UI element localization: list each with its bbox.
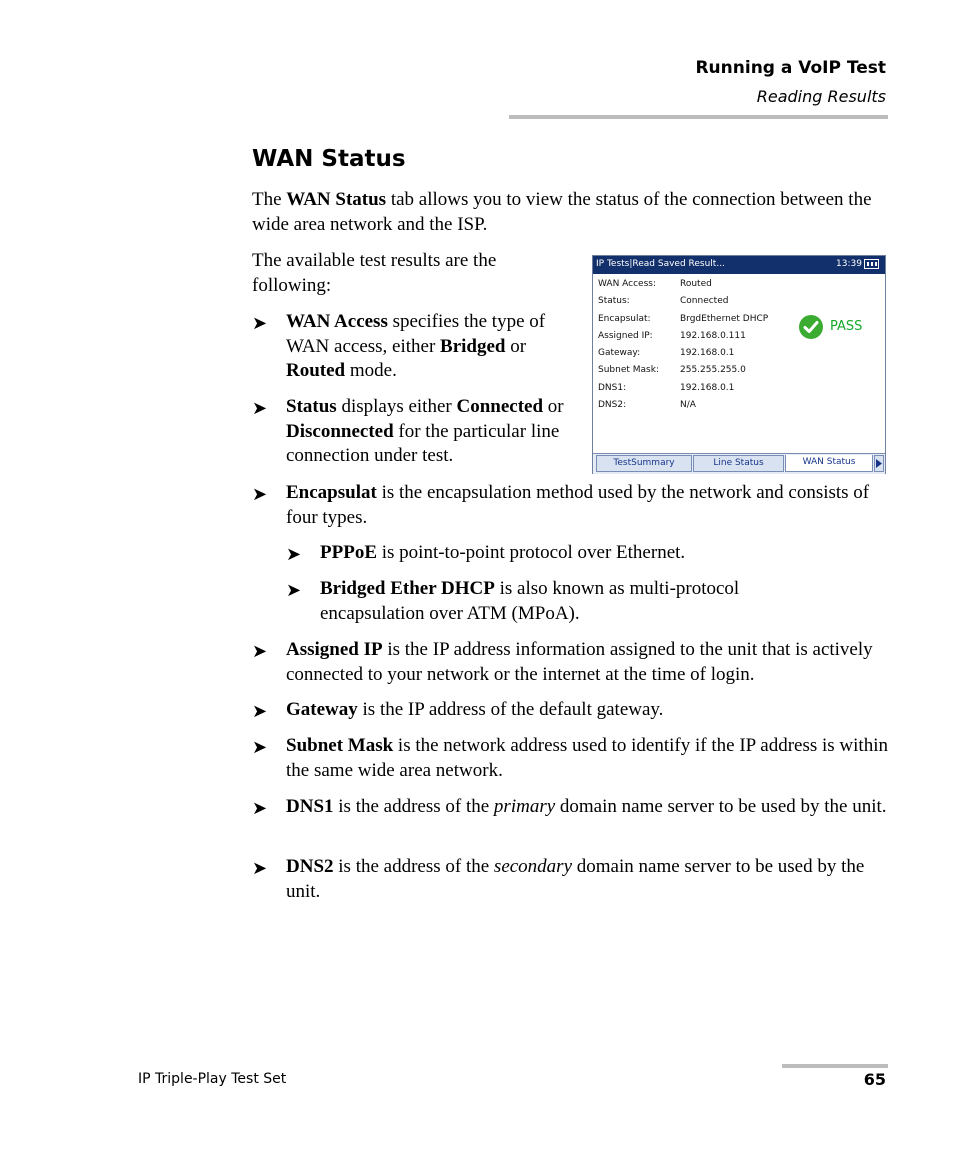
row-label: DNS1: bbox=[598, 383, 627, 393]
desc: is the encapsulation method used by the network and consists of four types. bbox=[286, 482, 870, 528]
desc: is the network address used to identify if the IP address is within the same wide area network. bbox=[286, 735, 888, 781]
intro-bold: WAN Status bbox=[286, 189, 387, 210]
header-rule bbox=[509, 115, 888, 119]
term: Subnet Mask bbox=[286, 735, 394, 756]
bullet-arrow-icon: ➤ bbox=[286, 544, 302, 565]
bullet-arrow-icon: ➤ bbox=[252, 858, 268, 879]
pass-label: PASS bbox=[830, 319, 863, 334]
row-value: 192.168.0.1 bbox=[680, 348, 735, 358]
device-title: IP Tests|Read Saved Result... bbox=[596, 259, 725, 269]
row-value: N/A bbox=[680, 400, 696, 410]
intro-paragraph bbox=[252, 188, 872, 237]
row-label: Status: bbox=[598, 296, 630, 306]
bullet-arrow-icon: ➤ bbox=[252, 737, 268, 758]
row-label: Assigned IP: bbox=[598, 331, 653, 341]
footer-product: IP Triple-Play Test Set bbox=[138, 1071, 287, 1087]
row-label: Gateway: bbox=[598, 348, 641, 358]
pass-check-icon bbox=[799, 315, 823, 339]
device-clock: 13:39 bbox=[836, 259, 862, 269]
row-label: WAN Access: bbox=[598, 279, 656, 289]
tab-line-status[interactable]: Line Status bbox=[693, 455, 784, 472]
tab-scroll-right-button[interactable] bbox=[874, 455, 884, 472]
available-paragraph: The available test results are the following: bbox=[252, 250, 497, 296]
row-value: Routed bbox=[680, 279, 712, 289]
row-label: Subnet Mask: bbox=[598, 365, 659, 375]
term: Disconnected bbox=[286, 420, 394, 442]
running-header-chapter: Running a VoIP Test bbox=[695, 58, 886, 78]
bullet-arrow-icon: ➤ bbox=[252, 701, 268, 722]
bullet-arrow-icon: ➤ bbox=[252, 484, 268, 505]
row-value: Connected bbox=[680, 296, 729, 306]
term: Status bbox=[286, 396, 337, 417]
desc: is point-to-point protocol over Ethernet. bbox=[377, 542, 686, 563]
chevron-right-icon bbox=[876, 459, 882, 468]
row-value: 192.168.0.111 bbox=[680, 331, 746, 341]
bullet-arrow-icon: ➤ bbox=[252, 313, 268, 334]
device-title-bar bbox=[593, 256, 885, 274]
term: Bridged bbox=[440, 335, 506, 357]
desc: specifies the type of WAN access, either bbox=[286, 311, 546, 357]
desc: is the IP address of the default gateway. bbox=[357, 699, 664, 720]
desc: mode. bbox=[345, 360, 397, 381]
term: DNS2 bbox=[286, 856, 334, 877]
desc: for the particular line connection under test. bbox=[286, 420, 560, 466]
bullet-arrow-icon: ➤ bbox=[252, 641, 268, 662]
emphasis: secondary bbox=[493, 856, 573, 877]
desc: is the IP address information assigned to the unit that is actively connected to your network or the internet at the time of login. bbox=[286, 639, 873, 685]
running-header-section: Reading Results bbox=[756, 87, 886, 106]
tab-test-summary[interactable]: TestSummary bbox=[596, 455, 692, 472]
desc: is the address of the bbox=[333, 856, 494, 877]
desc: domain name server to be used by the unit. bbox=[555, 796, 887, 817]
term: PPPoE bbox=[320, 542, 377, 563]
intro-text: The bbox=[252, 189, 287, 210]
section-heading: WAN Status bbox=[252, 146, 406, 172]
term: Bridged Ether DHCP bbox=[320, 578, 495, 599]
row-label: Encapsulat: bbox=[598, 314, 651, 324]
bullet-arrow-icon: ➤ bbox=[286, 580, 302, 601]
footer-rule bbox=[782, 1064, 888, 1068]
desc: is also known as multi-protocol encapsulation over ATM (MPoA). bbox=[320, 578, 740, 624]
term: Assigned IP bbox=[286, 639, 383, 660]
bullet-arrow-icon: ➤ bbox=[252, 398, 268, 419]
bullet-arrow-icon: ➤ bbox=[252, 798, 268, 819]
row-label: DNS2: bbox=[598, 400, 627, 410]
desc: is the address of the bbox=[333, 796, 494, 817]
row-value: 255.255.255.0 bbox=[680, 365, 746, 375]
battery-icon bbox=[864, 259, 879, 269]
emphasis: primary bbox=[493, 796, 556, 817]
term: DNS1 bbox=[286, 796, 334, 817]
term: Routed bbox=[286, 360, 346, 381]
desc: or bbox=[505, 335, 527, 357]
desc: or bbox=[543, 396, 564, 417]
device-screenshot bbox=[592, 255, 886, 474]
row-value: 192.168.0.1 bbox=[680, 383, 735, 393]
desc: displays either bbox=[336, 396, 457, 417]
page-number: 65 bbox=[863, 1070, 886, 1089]
device-tab-bar bbox=[593, 453, 885, 474]
term: WAN Access bbox=[286, 311, 388, 332]
term: Encapsulat bbox=[286, 482, 377, 503]
desc: domain name server to be used by the unit. bbox=[286, 856, 865, 902]
tab-wan-status[interactable]: WAN Status bbox=[785, 455, 873, 472]
term: Connected bbox=[456, 396, 544, 417]
intro-text-end: tab allows you to view the status of the connection between the wide area network and the ISP. bbox=[252, 189, 872, 235]
row-value: BrgdEthernet DHCP bbox=[680, 314, 769, 324]
term: Gateway bbox=[286, 699, 358, 720]
